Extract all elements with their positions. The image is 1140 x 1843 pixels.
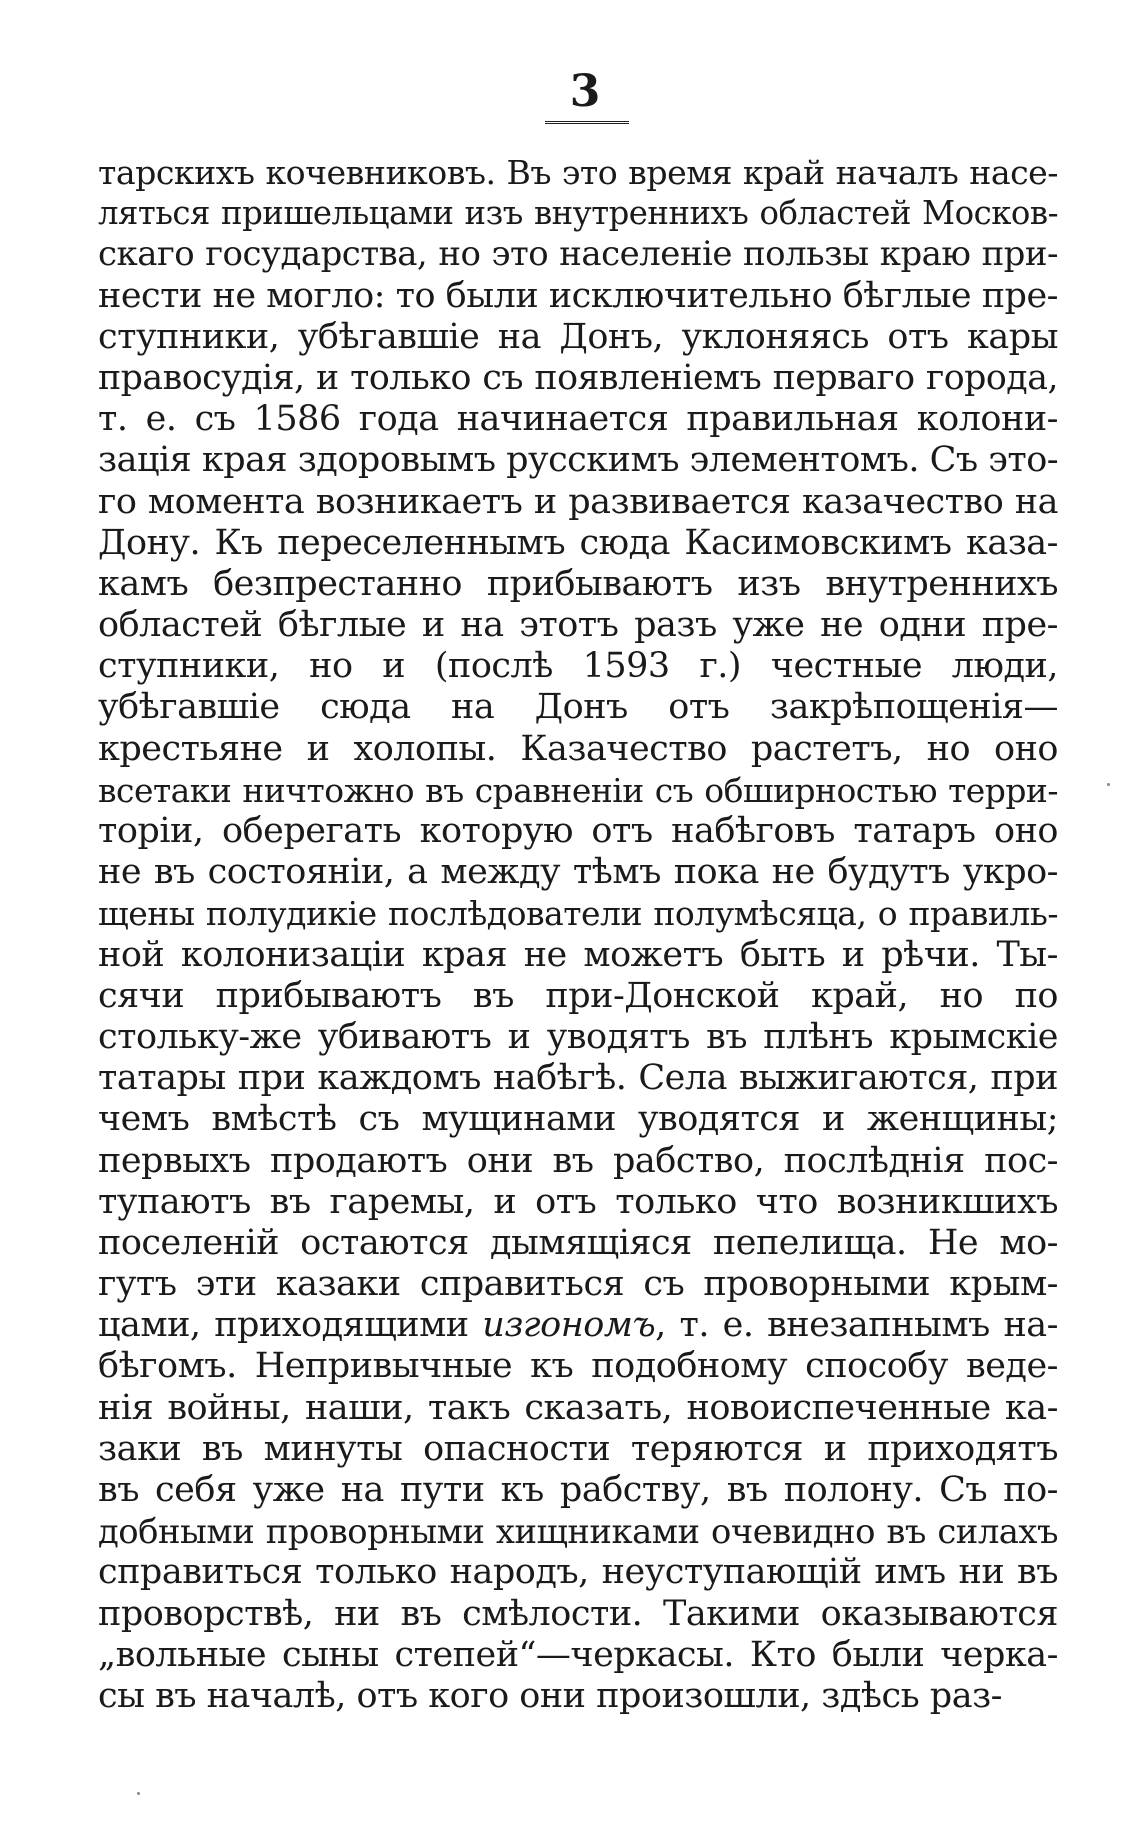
text-line: скаго государства, но это населеніе пользы краю при- [98, 234, 1058, 275]
text-line: справиться только народъ, неуступающій имъ ни въ [98, 1552, 1058, 1593]
text-line: убѣгавшіе сюда на Донъ отъ закрѣпощенія— [98, 687, 1058, 728]
text-line: щены полудикіе послѣдователи полумѣсяца, о правиль- [98, 894, 1058, 934]
text-line: ступники, но и (послѣ 1593 г.) честные люди, [98, 646, 1058, 687]
text-line: ляться пришельцами изъ внутреннихъ областей Москов- [98, 194, 1058, 233]
text-line: сы въ началѣ, отъ кого они произошли, здѣсь раз- [98, 1675, 1002, 1716]
text-line: стольку-же убиваютъ и уводятъ въ плѣнъ крымскіе [98, 1016, 1058, 1057]
text-line: крестьяне и холопы. Казачество растетъ, но оно [98, 728, 1058, 769]
text-line: го момента возникаетъ и развивается казачество на [98, 481, 1058, 522]
text-line: ной колонизаціи края не можетъ быть и рѣчи. Ты- [98, 934, 1058, 975]
text-line: заки въ минуты опасности теряются и приходятъ [98, 1428, 1058, 1469]
scan-speck [1107, 783, 1110, 786]
text-line: первыхъ продаютъ они въ рабство, послѣднія пос- [98, 1140, 1058, 1181]
text-line: нія войны, наши, такъ сказать, новоиспеченные ка- [98, 1387, 1058, 1428]
page-number: 3 [569, 66, 601, 117]
text-line: нести не могло: то были исключительно бѣглые пре- [98, 275, 1058, 316]
text-line: тупаютъ въ гаремы, и отъ только что возникшихъ [98, 1181, 1058, 1222]
text-line: ступники, убѣгавшіе на Донъ, уклоняясь отъ кары [98, 316, 1058, 357]
text-line: камъ безпрестанно прибываютъ изъ внутреннихъ [98, 563, 1058, 604]
text-line: тарскихъ кочевниковъ. Въ это время край началъ насе- [98, 153, 1058, 192]
text-line: въ себя уже на пути къ рабству, въ полону. Съ по- [98, 1470, 1058, 1510]
text-line: „вольные сыны степей“—черкасы. Кто были черка- [98, 1634, 1058, 1675]
scan-speck [137, 1792, 140, 1795]
text-line: гутъ эти казаки справиться съ проворными крым- [98, 1264, 1058, 1305]
text-line: цами, приходящими изгономъ, т. е. внезапнымъ на- [98, 1305, 1058, 1346]
text-line: добными проворными хищниками очевидно въ силахъ [98, 1512, 1058, 1552]
text-line: бѣгомъ. Непривычные къ подобному способу веде- [98, 1346, 1058, 1387]
text-line: татары при каждомъ набѣгѣ. Села выжигаются, при [98, 1058, 1058, 1099]
body-text [98, 152, 1058, 1717]
text-line: т. е. съ 1586 года начинается правильная колони- [98, 399, 1058, 440]
text-line: чемъ вмѣстѣ съ мущинами уводятся и женщины; [98, 1099, 1058, 1140]
text-line: Дону. Къ переселеннымъ сюда Касимовскимъ каза- [98, 522, 1058, 563]
text-line: правосудія, и только съ появленіемъ перваго города, [98, 357, 1058, 398]
italic-term: изгономъ [482, 1305, 656, 1346]
text-line: проворствѣ, ни въ смѣлости. Такими оказываются [98, 1593, 1058, 1634]
text-line: поселеній остаются дымящіяся пепелища. Не мо- [98, 1222, 1058, 1263]
text-line: сячи прибываютъ въ при-Донской край, но по [98, 975, 1058, 1016]
text-line: торіи, оберегать которую отъ набѣговъ татаръ оно [98, 811, 1058, 851]
text-line: зація края здоровымъ русскимъ элементомъ. Съ это- [98, 440, 1059, 481]
text-line: не въ состояніи, а между тѣмъ пока не будутъ укро- [98, 852, 1058, 893]
text-line: областей бѣглые и на этотъ разъ уже не одни пре- [98, 605, 1058, 646]
text-line: всетаки ничтожно въ сравненіи съ обширностью терри- [98, 770, 1058, 810]
page-number-rule [545, 121, 629, 124]
